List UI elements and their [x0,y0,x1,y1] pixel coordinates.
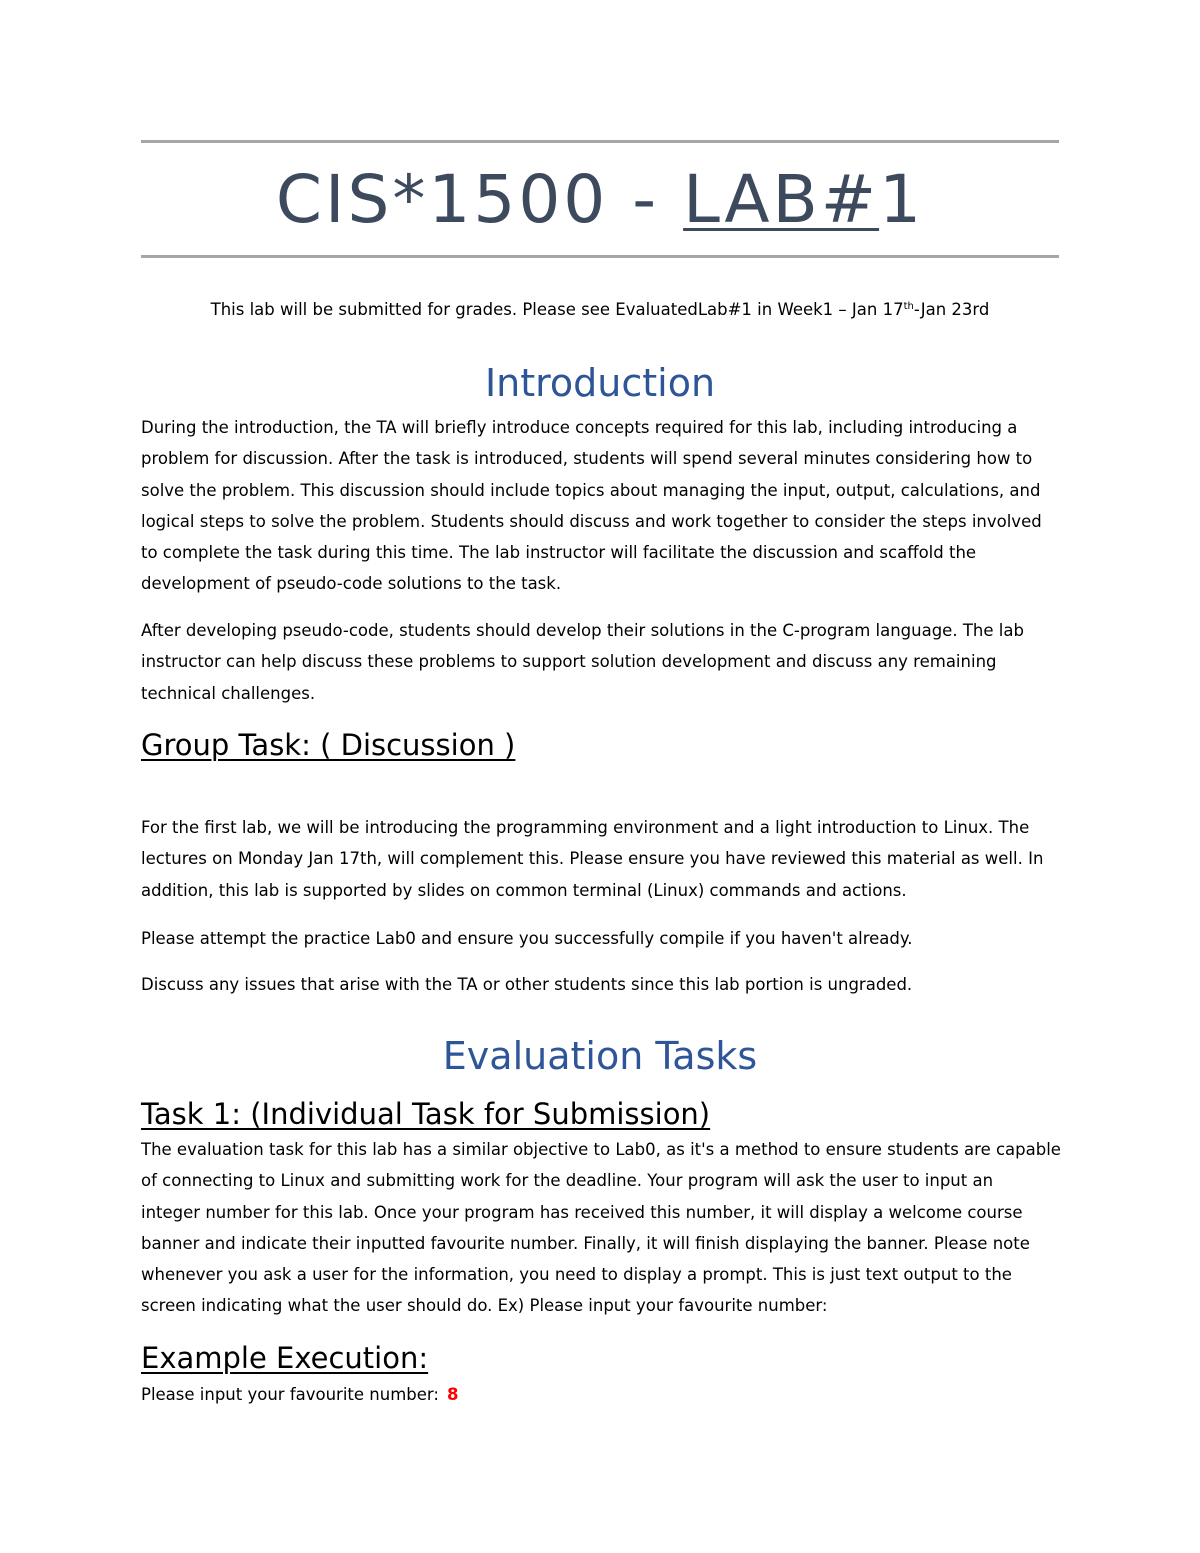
paragraph-line: technical challenges. [141,683,316,703]
paragraph-line: banner and indicate their inputted favourite number. Finally, it will finish displaying the banner. Please note [141,1233,1030,1253]
evaluation-tasks-heading: Evaluation Tasks [442,1034,758,1078]
paragraph-line: After developing pseudo-code, students should develop their solutions in the C-program language. The lab [141,621,1024,640]
paragraph-line: problem for discussion. After the task is introduced, students will spend several minutes considering how to [141,449,1033,469]
example-prompt: Please input your favourite number: [141,1385,439,1404]
paragraph-line: lectures on Monday Jan 17th, will complement this. Please ensure you have reviewed this material as well. In [141,849,1044,869]
introduction-paragraph-2 [141,615,1061,709]
title-suffix: 1 [879,161,925,238]
paragraph-line: addition, this lab is supported by slides on common terminal (Linux) commands and actions. [141,880,907,900]
title-bottom-rule [141,255,1059,258]
introduction-paragraph-1 [141,412,1061,600]
paragraph-line: to complete the task during this time. The lab instructor will facilitate the discussion and scaffold the [141,543,977,563]
title-top-rule [141,140,1059,143]
title-prefix: CIS*1500 - [275,161,684,238]
group-task-heading: Group Task: ( Discussion ) [141,728,516,762]
group-task-paragraph-2 [141,923,1061,954]
paragraph-line: integer number for this lab. Once your program has received this number, it will display a welcome course [141,1202,1023,1222]
task1-heading: Task 1: (Individual Task for Submission) [141,1097,711,1131]
example-execution-heading: Example Execution: [141,1341,429,1375]
example-input-value: 8 [446,1385,459,1404]
group-task-paragraph-1 [141,812,1061,906]
submission-note [141,298,1059,322]
note-superscript: th [903,301,914,312]
paragraph-line: Discuss any issues that arise with the TA or other students since this lab portion is ungraded. [141,975,913,994]
task1-paragraph [141,1134,1061,1322]
paragraph-line: Please attempt the practice Lab0 and ensure you successfully compile if you haven't already. [141,929,913,948]
introduction-heading: Introduction [484,361,716,405]
paragraph-line: instructor can help discuss these problems to support solution development and discuss any remaining [141,652,997,672]
page-title [141,160,1059,240]
paragraph-line: development of pseudo-code solutions to the task. [141,574,562,594]
paragraph-line: The evaluation task for this lab has a similar objective to Lab0, as it's a method to ensure students are capable [141,1140,1061,1159]
paragraph-line: solve the problem. This discussion should include topics about managing the input, output, calculations, and [141,480,1041,500]
example-execution-line [141,1380,458,1410]
note-text-end: -Jan 23rd [913,300,990,319]
note-text: This lab will be submitted for grades. Please see EvaluatedLab#1 in Week1 – Jan 17 [210,300,904,319]
title-underlined: LAB# [683,161,880,238]
paragraph-line: screen indicating what the user should do. Ex) Please input your favourite number: [141,1296,828,1316]
paragraph-line: For the first lab, we will be introducing the programming environment and a light introduction to Linux. The [141,818,1030,837]
paragraph-line: logical steps to solve the problem. Students should discuss and work together to consider the steps involved [141,511,1042,531]
paragraph-line: whenever you ask a user for the information, you need to display a prompt. This is just text output to the [141,1265,1012,1285]
paragraph-line: During the introduction, the TA will briefly introduce concepts required for this lab, including introducing a [141,418,1018,437]
paragraph-line: of connecting to Linux and submitting work for the deadline. Your program will ask the user to input an [141,1171,994,1191]
group-task-paragraph-3 [141,969,1061,1000]
